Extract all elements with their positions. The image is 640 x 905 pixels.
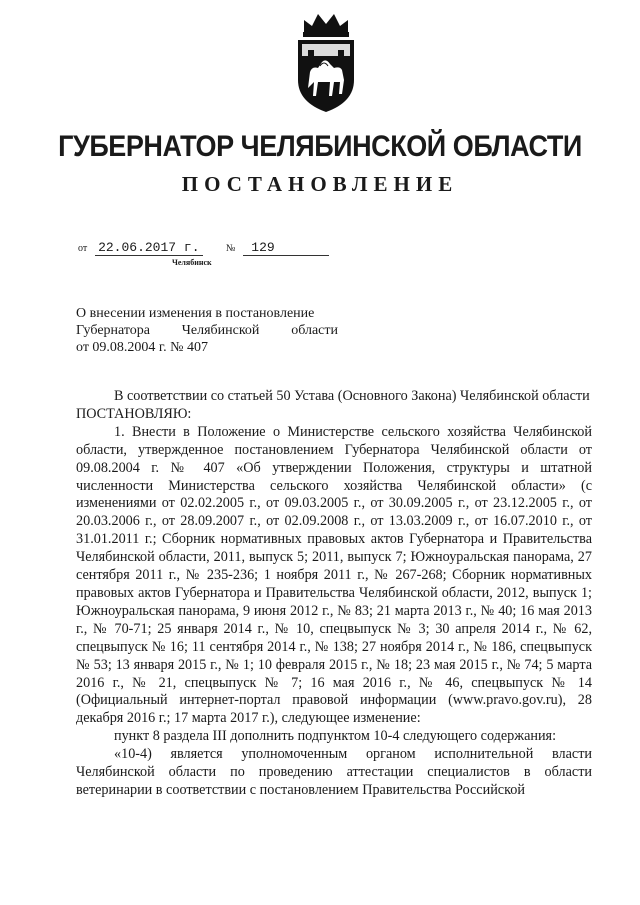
- resolve-heading: ПОСТАНОВЛЯЮ:: [76, 405, 192, 422]
- date-prefix: от: [78, 243, 88, 254]
- organization-title: ГУБЕРНАТОР ЧЕЛЯБИНСКОЙ ОБЛАСТИ: [58, 130, 582, 163]
- subject-line: О внесении изменения в постановление: [76, 306, 315, 321]
- coat-of-arms-icon: [290, 10, 362, 115]
- point-paragraph: пункт 8 раздела III дополнить подпунктом 10-4 следующего содержания:: [114, 728, 557, 745]
- subject-line: от 09.08.2004 г. № 407: [76, 340, 208, 355]
- document-type: ПОСТАНОВЛЕНИЕ: [181, 172, 459, 196]
- number-sign: №: [225, 243, 236, 254]
- item-1-paragraph: 1. Внести в Положение о Министерстве сельского хозяйства Челябинской области, утвержденное постановлением Губернатора Челябинской области от 09.08.2004 г. № 407 «Об утверждении Положения, структуры и штатной численности Министерства сельского хозяйства Челябинской области» (с изменениями от 02.02.2005 г., от 09.03.2005 г., от 30.09.2005 г., от 23.12.2005 г., от 20.03.2006 г., от 28.09.2007 г., от 02.09.2008 г., от 13.03.2009 г., от 16.07.2010 г., от 31.01.2011 г.; Сборник нормативных правовых актов Губернатора и Правительства Челябинской области, 2011, выпуск 5; 2011, выпуск 7; Южноуральская панорама, 27 сентября 2011 г., № 235-236; 1 ноября 2011 г., № 267-268; Сборник нормативных правовых актов Губернатора и Правительства Челябинской области, 2012, выпуск 1; Южноуральская панорама, 9 июня 2012 г., № 83; 21 марта 2013 г., № 40; 16 мая 2013 г., № 70-71; 25 января 2014 г., № 10, спецвыпуск № 3; 30 апреля 2014 г., № 62, спецвыпуск № 16; 11 сентября 2014 г., № 138; 27 ноября 2014 г., № 186, спецвыпуск № 53; 13 января 2015 г., № 1; 10 февраля 2015 г., № 18; 23 мая 2015 г., № 74; 5 марта 2016 г., № 21, спецвыпуск № 7; 16 мая 2016 г., № 46, спецвыпуск № 14 (Официальный интернет-портал правовой информации (www.pravo.gov.ru), 28 декабря 2016 г.; 17 марта 2017 г.), следующее изменение:: [76, 423, 592, 727]
- date-number-line: [78, 240, 329, 256]
- document-number: 129: [243, 240, 329, 256]
- quote-paragraph: «10-4) является уполномоченным органом исполнительной власти Челябинской области по проведению аттестации специалистов в области ветеринарии в соответствии с постановлением Правительства Российской: [76, 746, 592, 798]
- document-body: [76, 388, 592, 800]
- preamble-paragraph: В соответствии со статьей 50 Устава (Основного Закона) Челябинской области: [114, 388, 590, 404]
- subject-line: Губернатора Челябинской области: [76, 323, 338, 338]
- city-label: Челябинск: [172, 258, 212, 267]
- document-subject: [76, 305, 338, 356]
- document-date: 22.06.2017 г.: [95, 240, 202, 256]
